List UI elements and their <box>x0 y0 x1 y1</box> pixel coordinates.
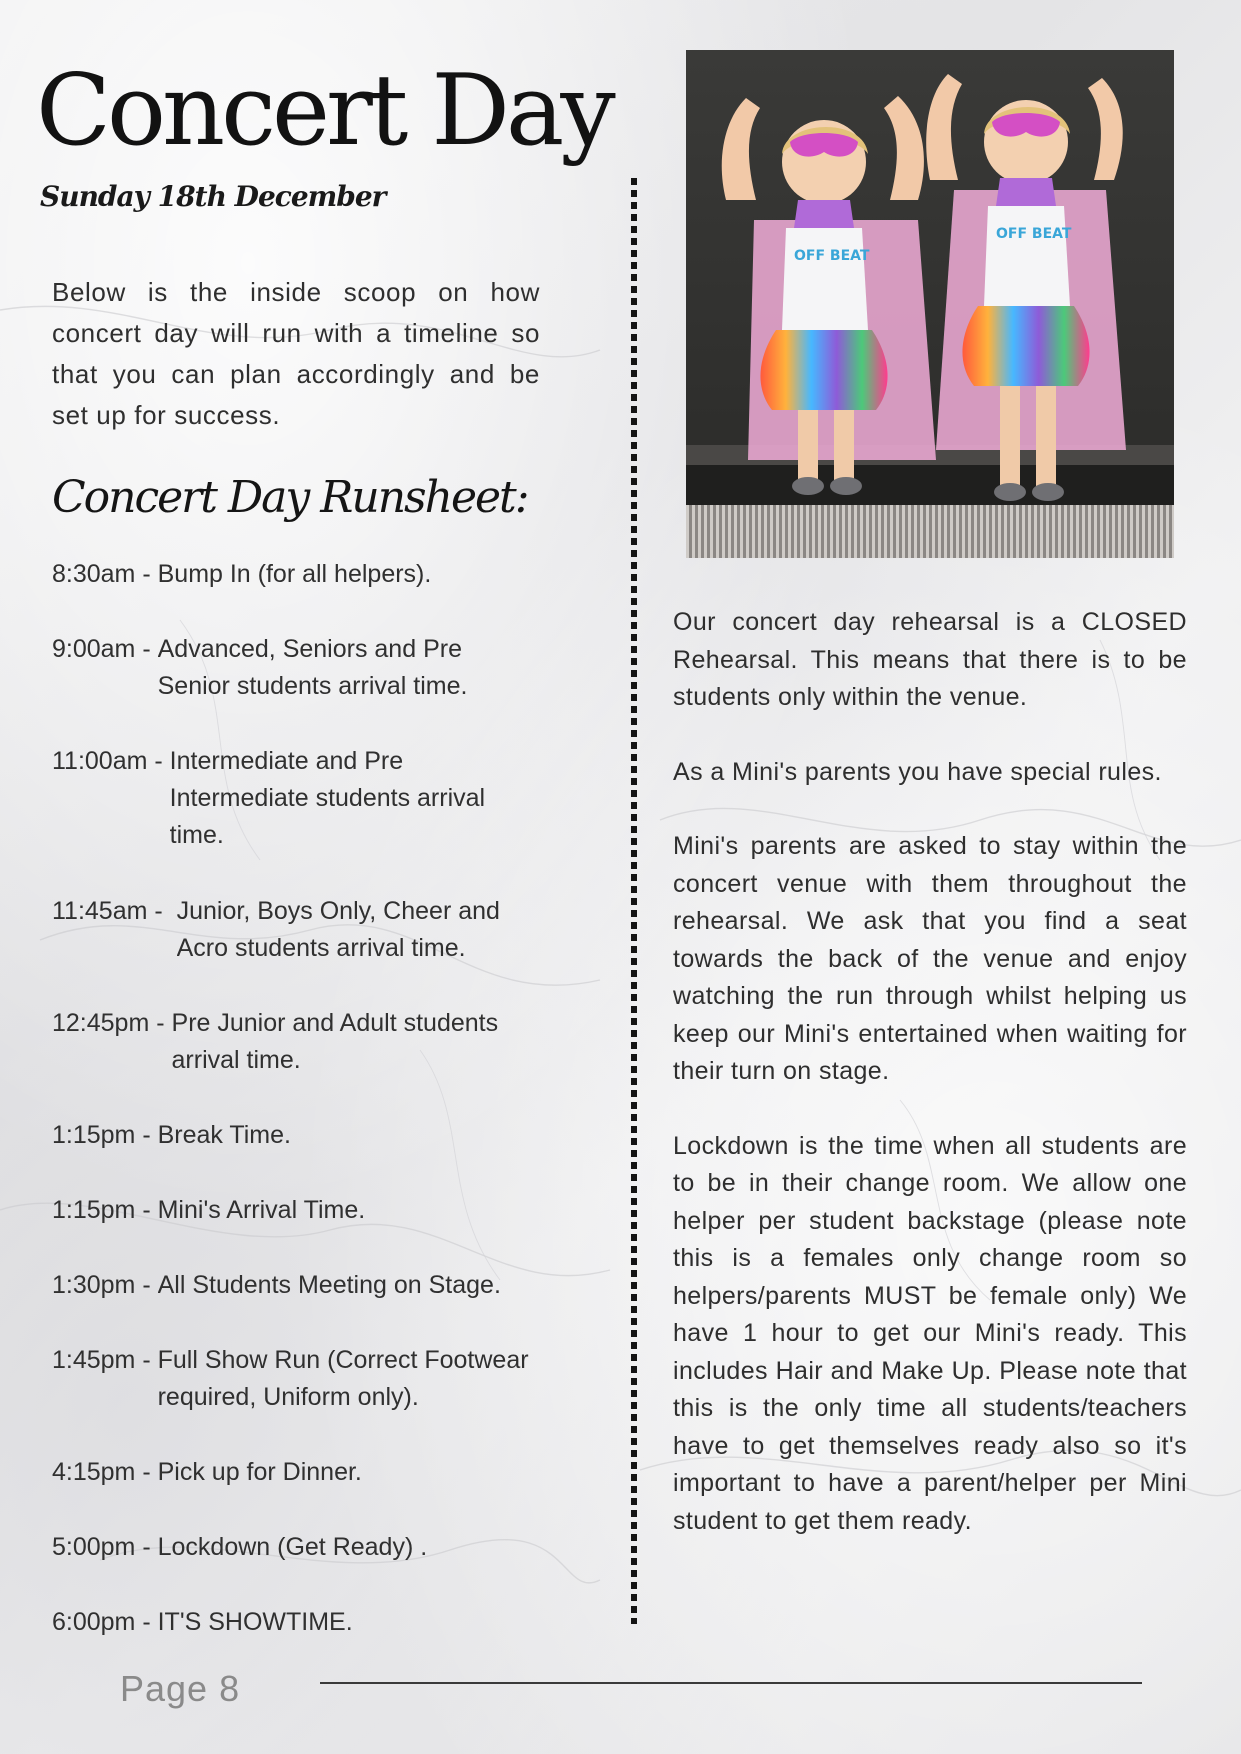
runsheet-item <box>52 1005 552 1079</box>
runsheet-activity: Break Time. <box>157 1121 291 1149</box>
runsheet-item <box>52 631 522 705</box>
runsheet-time: 1:45pm - <box>52 1346 158 1374</box>
intro-paragraph: Below is the inside scoop on how concert day will run with a timeline so that you can plan accordingly and be set up for success. <box>52 277 540 430</box>
runsheet-activity: Bump In (for all helpers). <box>157 560 432 588</box>
runsheet-item <box>52 556 512 593</box>
runsheet-time: 5:00pm - <box>52 1533 158 1561</box>
runsheet-activity: Advanced, Seniors and Pre Senior students arrival time. <box>157 635 468 700</box>
dancers-illustration <box>686 50 1174 558</box>
runsheet-activity: IT'S SHOWTIME. <box>157 1608 353 1636</box>
dancers-photo <box>686 50 1174 558</box>
runsheet-time: 6:00pm - <box>52 1608 158 1636</box>
runsheet-activity: Intermediate and Pre Intermediate students arrival time. <box>169 747 486 849</box>
runsheet-item <box>52 1342 592 1416</box>
runsheet-time: 4:15pm - <box>52 1458 158 1486</box>
runsheet-time: 1:30pm - <box>52 1271 158 1299</box>
runsheet-time: 12:45pm - <box>52 1009 172 1037</box>
shirt-logo-right: OFF BEAT <box>996 226 1072 242</box>
page-title: Concert Day <box>36 54 612 168</box>
runsheet-item <box>52 1117 592 1154</box>
runsheet-item <box>52 1454 592 1491</box>
column-divider <box>631 178 637 1624</box>
runsheet-time: 11:00am - <box>52 747 170 775</box>
footer-rule <box>320 1682 1142 1684</box>
runsheet-item <box>52 1192 592 1229</box>
runsheet-activity: Mini's Arrival Time. <box>157 1196 366 1224</box>
shirt-logo-left: OFF BEAT <box>794 248 870 264</box>
event-date: Sunday 18th December <box>40 180 386 213</box>
runsheet-activity: All Students Meeting on Stage. <box>157 1271 501 1299</box>
runsheet-activity: Pre Junior and Adult students arrival time. <box>171 1009 499 1074</box>
runsheet-time: 11:45am - <box>52 897 177 925</box>
runsheet-item <box>52 1529 592 1566</box>
rehearsal-paragraph: Mini's parents are asked to stay within the concert venue with them throughout the rehearsal. We ask that you find a seat towards the back of the venue and enjoy watching the run through whilst helping us keep our Mini's entertained when waiting for their turn on stage. <box>673 832 1187 1085</box>
runsheet-item <box>52 743 542 854</box>
runsheet-activity: Pick up for Dinner. <box>157 1458 362 1486</box>
rehearsal-paragraph: As a Mini's parents you have special rules. <box>673 757 1162 786</box>
runsheet-item <box>52 1267 592 1304</box>
runsheet-item <box>52 1604 592 1641</box>
rehearsal-info <box>673 604 1187 1577</box>
runsheet-time: 1:15pm - <box>52 1121 158 1149</box>
runsheet-heading: Concert Day Runsheet: <box>52 472 528 523</box>
runsheet-activity: Junior, Boys Only, Cheer and Acro students arrival time. <box>176 897 500 962</box>
rehearsal-paragraph: Our concert day rehearsal is a CLOSED Rehearsal. This means that there is to be students only within the venue. <box>673 608 1187 711</box>
runsheet-item <box>52 893 552 967</box>
runsheet-time: 1:15pm - <box>52 1196 158 1224</box>
runsheet-activity: Full Show Run (Correct Footwear required, Uniform only). <box>157 1346 529 1411</box>
rehearsal-paragraph: Lockdown is the time when all students are to be in their change room. We allow one helper per student backstage (please note this is a females only change room so helpers/parents MUST be female only) We have 1 hour to get our Mini's ready. This includes Hair and Make Up. Please note that this is the only time all students/teachers have to get themselves ready also so it's important to have a parent/helper per Mini student to get them ready. <box>673 1131 1187 1535</box>
page-number: Page 8 <box>120 1668 241 1709</box>
runsheet-time: 9:00am - <box>52 635 158 663</box>
runsheet-time: 8:30am - <box>52 560 158 588</box>
runsheet-activity: Lockdown (Get Ready) . <box>157 1533 428 1561</box>
